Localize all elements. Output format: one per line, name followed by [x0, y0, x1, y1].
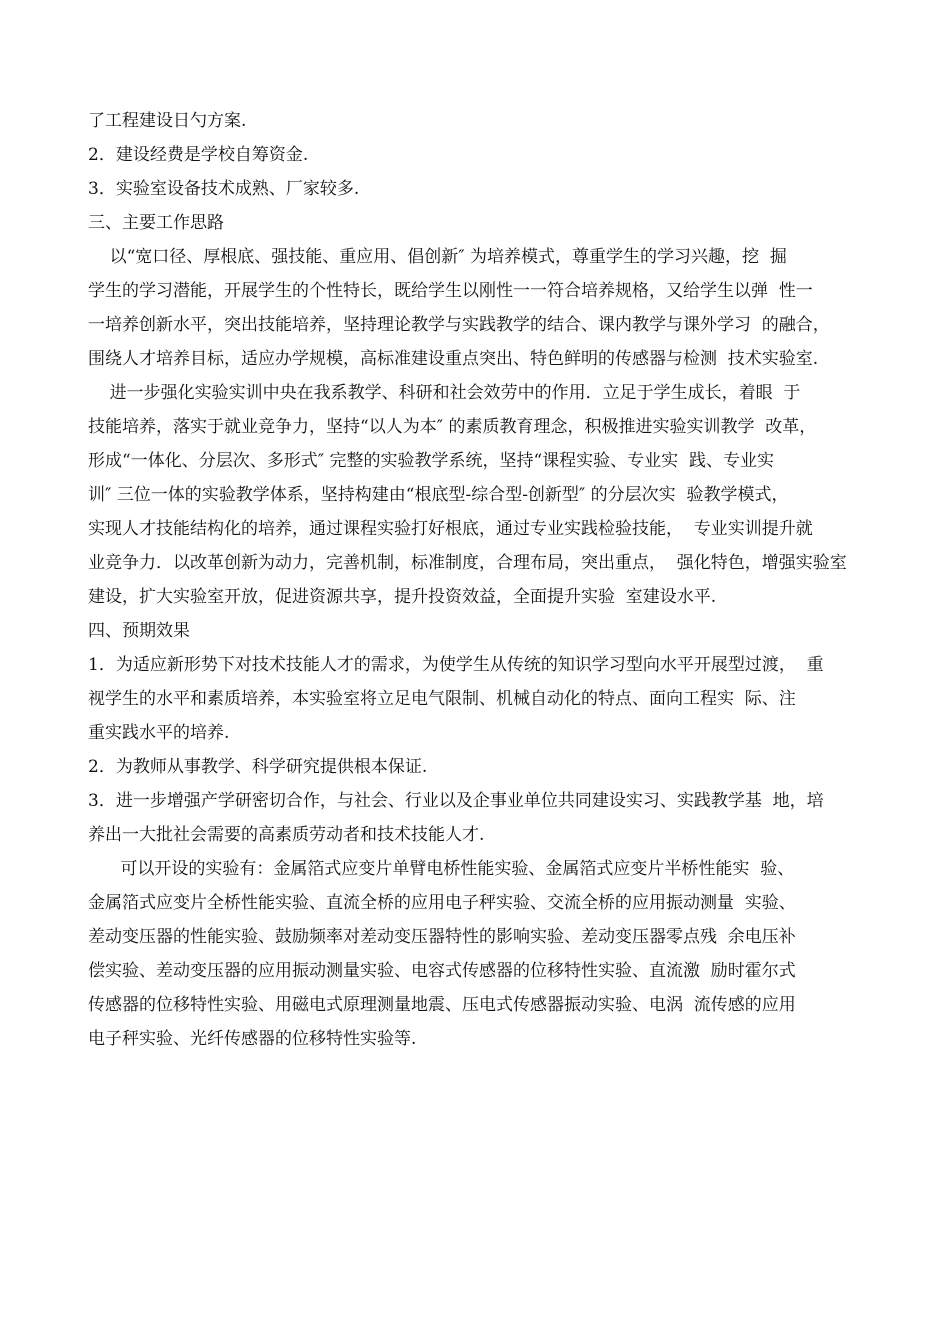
text-line: 视学生的水平和素质培养，本实验室将立足电气限制、机械自动化的特点、面向工程实 际、注 [88, 689, 796, 709]
text-line: 围绕人才培养目标，适应办学规模，高标准建设重点突出、特色鲜明的传感器与检测 技术实验室. [88, 349, 819, 369]
text-line: 电子秤实验、光纤传感器的位移特性实验等. [88, 1029, 417, 1049]
text-line: 重实践水平的培养. [88, 723, 230, 743]
document-body [88, 104, 888, 1056]
text-line: 以“宽口径、厚根底、强技能、重应用、倡创新″ 为培养模式，尊重学生的学习兴趣，挖 掘 [88, 247, 787, 267]
text-line: 建设，扩大实验室开放，促进资源共享，提升投资效益，全面提升实验 室建设水平. [88, 587, 717, 607]
section-heading: 四、预期效果 [88, 621, 190, 641]
numbered-item: 1．为适应新形势下对技术技能人才的需求，为使学生从传统的知识学习型向水平开展型过渡， 重 [88, 655, 824, 675]
text-line: 训″ 三位一体的实验教学体系，坚持构建由“根底型-综合型-创新型″ 的分层次实 验教学模式， [88, 485, 789, 505]
numbered-item: 2．建设经费是学校自筹资金. [88, 145, 309, 165]
text-line: 业竞争力．以改革创新为动力，完善机制，标准制度，合理布局，突出重点， 强化特色，增强实验室 [88, 553, 847, 573]
text-line: 一培养创新水平，突出技能培养，坚持理论教学与实践教学的结合、课内教学与课外学习 的融合， [88, 315, 830, 335]
section-heading: 三、主要工作思路 [88, 213, 224, 233]
text-line: 金属箔式应变片全桥性能实验、直流全桥的应用电子秤实验、交流全桥的应用振动测量 实验、 [88, 893, 796, 913]
numbered-item: 3．实验室设备技术成熟、厂家较多. [88, 179, 360, 199]
text-line: 养出一大批社会需要的高素质劳动者和技术技能人才. [88, 825, 485, 845]
text-line: 学生的学习潜能，开展学生的个性特长，既给学生以刚性一一符合培养规格，又给学生以弹 性一 [88, 281, 813, 301]
text-line: 偿实验、差动变压器的应用振动测量实验、电容式传感器的位移特性实验、直流激 励时霍尔式 [88, 961, 796, 981]
text-line: 实现人才技能结构化的培养，通过课程实验打好根底，通过专业实践检验技能， 专业实训提升就 [88, 519, 813, 539]
text-line: 了工程建设日勺方案. [88, 111, 247, 131]
text-line: 进一步强化实验实训中央在我系教学、科研和社会效劳中的作用．立足于学生成长，着眼 于 [88, 383, 801, 403]
text-line: 可以开设的实验有：金属箔式应变片单臂电桥性能实验、金属箔式应变片半桥性能实 验、 [88, 859, 795, 879]
text-line: 形成“一体化、分层次、多形式″ 完整的实验教学系统，坚持“课程实验、专业实 践、专业实 [88, 451, 774, 471]
numbered-item: 3．进一步增强产学研密切合作，与社会、行业以及企事业单位共同建设实习、实践教学基 地，培 [88, 791, 824, 811]
text-line: 技能培养，落实于就业竞争力，坚持“以人为本″ 的素质教育理念，积极推进实验实训教学 改革， [88, 417, 817, 437]
text-line: 差动变压器的性能实验、鼓励频率对差动变压器特性的影响实验、差动变压器零点残 余电压补 [88, 927, 796, 947]
numbered-item: 2．为教师从事教学、科学研究提供根本保证. [88, 757, 428, 777]
text-line: 传感器的位移特性实验、用磁电式原理测量地震、压电式传感器振动实验、电涡 流传感的应用 [88, 995, 796, 1015]
